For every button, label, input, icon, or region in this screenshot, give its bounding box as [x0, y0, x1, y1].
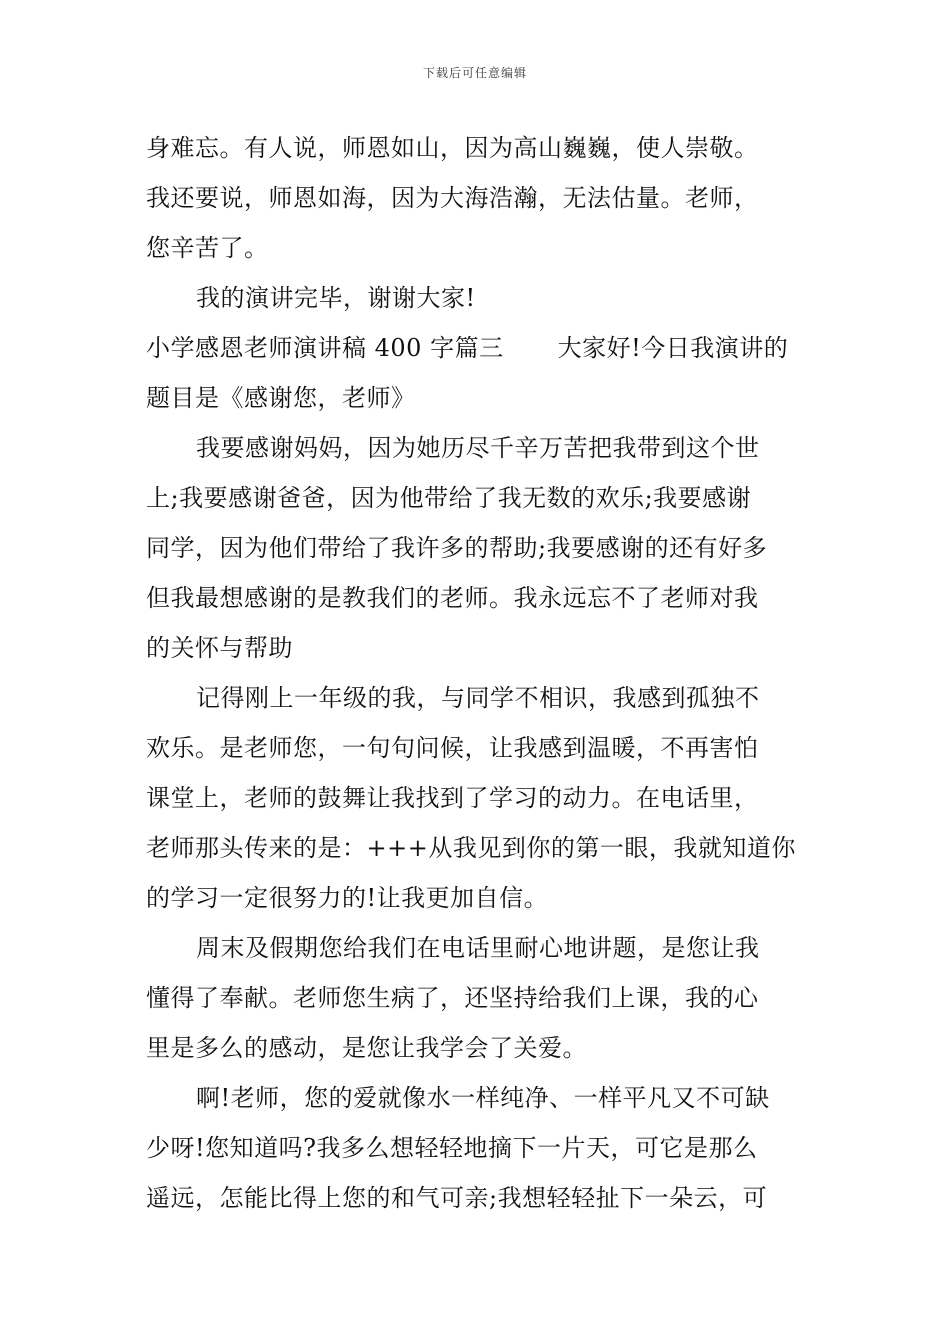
text-line-7: 我要感谢妈妈，因为她历尽千辛万苦把我带到这个世 [196, 434, 760, 462]
document-body [146, 123, 816, 1223]
text-line-17: 周末及假期您给我们在电话里耐心地讲题，是您让我 [196, 934, 760, 962]
text-line-12: 记得刚上一年级的我，与同学不相识，我感到孤独不 [196, 684, 760, 712]
text-line-19: 里是多么的感动，是您让我学会了关爱。 [146, 1034, 587, 1062]
text-line-16: 的学习一定很努力的!让我更加自信。 [146, 884, 549, 912]
page-header-note: 下载后可任意编辑 [422, 66, 527, 80]
text-line-10: 但我最想感谢的是教我们的老师。我永远忘不了老师对我 [146, 584, 759, 612]
section-opening: 大家好!今日我演讲的 [557, 334, 789, 362]
section-title: 小学感恩老师演讲稿 400 字篇三 [146, 334, 504, 362]
text-line-4: 我的演讲完毕，谢谢大家! [196, 284, 476, 312]
text-line-14: 课堂上，老师的鼓舞让我找到了学习的动力。在电话里， [146, 784, 759, 812]
text-line-13: 欢乐。是老师您，一句句问候，让我感到温暖，不再害怕 [146, 734, 759, 762]
text-line-18: 懂得了奉献。老师您生病了，还坚持给我们上课，我的心 [146, 984, 759, 1012]
text-line-2: 我还要说，师恩如海，因为大海浩瀚，无法估量。老师， [146, 184, 759, 212]
text-line-3: 您辛苦了。 [146, 234, 269, 262]
text-line-22: 遥远，怎能比得上您的和气可亲;我想轻轻扯下一朵云，可 [146, 1184, 768, 1212]
text-line-8: 上;我要感谢爸爸，因为他带给了我无数的欢乐;我要感谢 [146, 484, 752, 512]
text-line-21: 少呀!您知道吗?我多么想轻轻地摘下一片天，可它是那么 [146, 1134, 758, 1162]
text-line-11: 的关怀与帮助 [146, 634, 293, 662]
section-heading-line [146, 323, 816, 373]
text-line-6: 题目是《感谢您，老师》 [146, 384, 416, 412]
text-line-1: 身难忘。有人说，师恩如山，因为高山巍巍，使人崇敬。 [146, 134, 759, 162]
text-line-20: 啊!老师，您的爱就像水一样纯净、一样平凡又不可缺 [196, 1084, 770, 1112]
text-line-15: 老师那头传来的是：+++从我见到你的第一眼，我就知道你 [146, 834, 796, 862]
text-line-9: 同学，因为他们带给了我许多的帮助;我要感谢的还有好多 [146, 534, 768, 562]
